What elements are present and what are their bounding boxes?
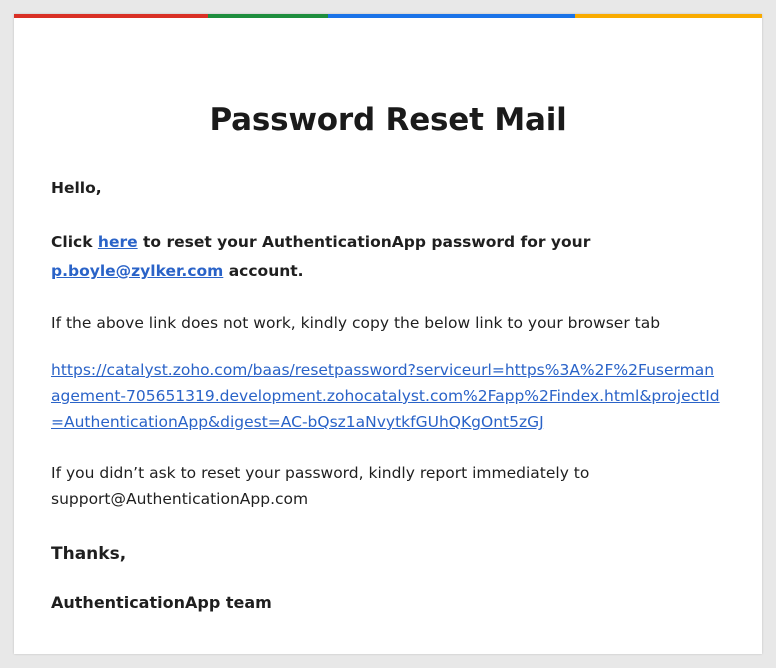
brand-bar-green bbox=[208, 14, 328, 18]
instruction-middle: to reset your AuthenticationApp password for your bbox=[137, 233, 591, 251]
page-title: Password Reset Mail bbox=[209, 102, 567, 138]
brand-color-bar bbox=[14, 14, 762, 18]
greeting-text: Hello, bbox=[51, 179, 102, 197]
reset-url-link[interactable]: https://catalyst.zoho.com/baas/resetpassword?serviceurl=https%3A%2F%2Fusermanagement-705651319.development.zohocatalyst.com%2Fapp%2Findex.html&projectId=AuthenticationApp&digest=AC-bQsz1aNvytkfGUhQKgOnt5zGJ bbox=[51, 361, 720, 431]
account-email-link[interactable]: p.boyle@zylker.com bbox=[51, 262, 224, 280]
reset-here-link[interactable]: here bbox=[97, 233, 138, 251]
email-page bbox=[14, 14, 762, 654]
instruction-prefix: Click bbox=[51, 233, 98, 251]
brand-bar-yellow bbox=[575, 14, 762, 18]
report-note: If you didn’t ask to reset your password, kindly report immediately to support@AuthenticationApp.com bbox=[51, 464, 590, 508]
email-body bbox=[14, 102, 762, 615]
fallback-note: If the above link does not work, kindly copy the below link to your browser tab bbox=[51, 314, 661, 332]
brand-bar-red bbox=[14, 14, 208, 18]
brand-bar-blue bbox=[328, 14, 575, 18]
reset-url-paragraph bbox=[51, 357, 723, 435]
thanks-text: Thanks, bbox=[51, 544, 127, 564]
instruction-suffix: account. bbox=[223, 262, 304, 280]
team-signature: AuthenticationApp team bbox=[51, 593, 272, 612]
instruction-paragraph bbox=[51, 228, 691, 286]
